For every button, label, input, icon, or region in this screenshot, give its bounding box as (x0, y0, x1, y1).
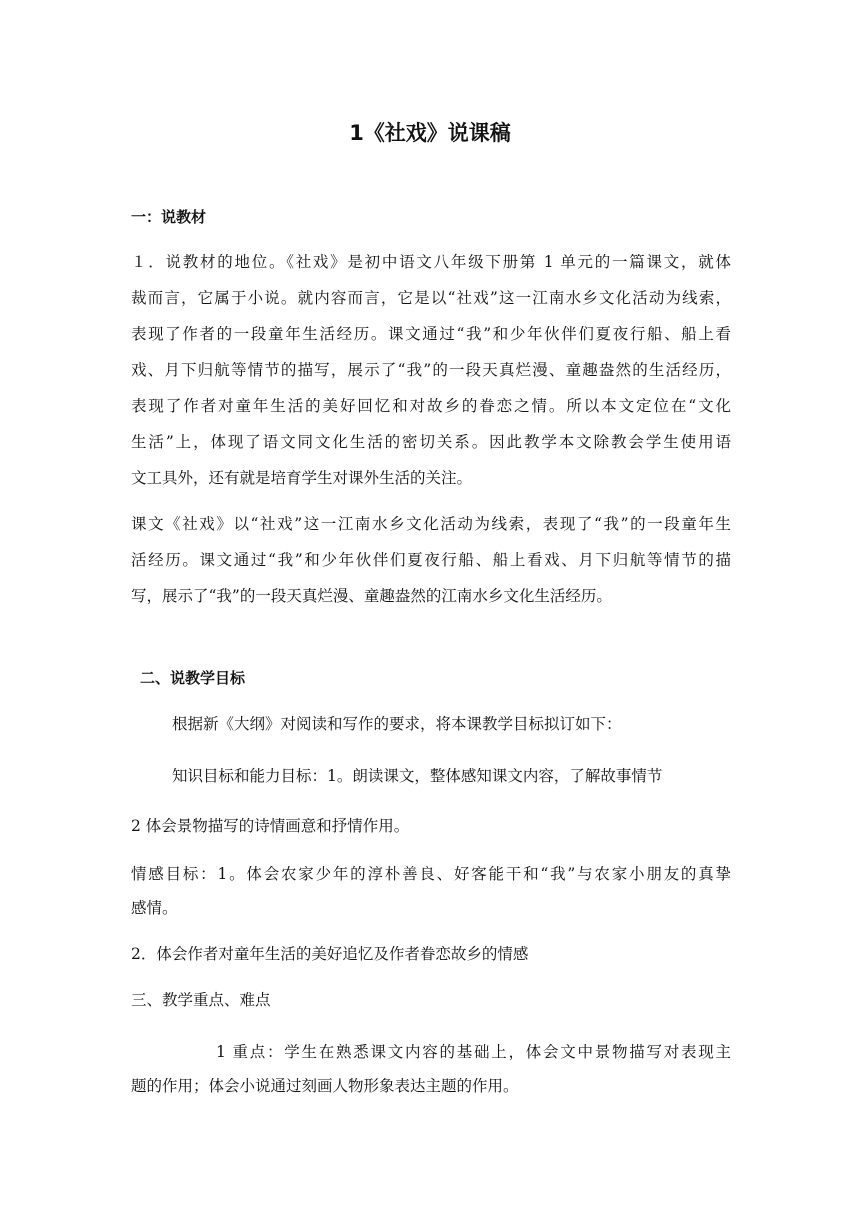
paragraph-line: 活经历。课文通过“我”和少年伙伴们夏夜行船、船上看戏、月下归航等情节的描 (131, 551, 731, 569)
paragraph-line: 1 重点：学生在熟悉课文内容的基础上，体会文中景物描写对表现主 (216, 1043, 731, 1061)
paragraph-line: 戏、月下归航等情节的描写，展示了“我”的一段天真烂漫、童趣盎然的生活经历， (131, 361, 731, 379)
paragraph-line: 2 体会景物描写的诗情画意和抒情作用。 (131, 817, 410, 835)
paragraph-line: 感情。 (131, 899, 178, 917)
paragraph-line: 裁而言，它属于小说。就内容而言，它是以“社戏”这一江南水乡文化活动为线索， (131, 289, 731, 307)
paragraph-line: １．说教材的地位。《社戏》是初中语文八年级下册第 1 单元的一篇课文，就体 (131, 253, 731, 271)
paragraph-line: 根据新《大纲》对阅读和写作的要求，将本课教学目标拟订如下： (172, 715, 622, 733)
paragraph-line: 表现了作者对童年生活的美好回忆和对故乡的眷恋之情。所以本文定位在“文化 (131, 397, 731, 415)
paragraph-line: 知识目标和能力目标：1。朗读课文，整体感知课文内容，了解故事情节 (172, 767, 663, 785)
paragraph-line: 生活”上，体现了语文同文化生活的密切关系。因此教学本文除教会学生使用语 (131, 433, 731, 451)
section-heading-textbook: 一：说教材 (131, 208, 207, 226)
paragraph-line: 题的作用；体会小说通过刻画人物形象表达主题的作用。 (131, 1077, 519, 1095)
paragraph-line: 课文《社戏》以“社戏”这一江南水乡文化活动为线索，表现了“我”的一段童年生 (131, 515, 731, 533)
paragraph-line: 文工具外，还有就是培育学生对课外生活的关注。 (131, 469, 473, 487)
document-title: 1《社戏》说课稿 (349, 121, 511, 145)
paragraph-line: 2．体会作者对童年生活的美好追忆及作者眷恋故乡的情感 (131, 945, 529, 963)
paragraph-line: 表现了作者的一段童年生活经历。课文通过“我”和少年伙伴们夏夜行船、船上看 (131, 325, 731, 343)
paragraph-line: 写，展示了“我”的一段天真烂漫、童趣盎然的江南水乡文化生活经历。 (131, 587, 612, 605)
paragraph-line: 情感目标：1。体会农家少年的淳朴善良、好客能干和“我”与农家小朋友的真挚 (131, 865, 731, 883)
section-heading-key-points: 三、教学重点、难点 (131, 991, 271, 1009)
section-heading-teaching-goals: 二、说教学目标 (140, 669, 246, 687)
